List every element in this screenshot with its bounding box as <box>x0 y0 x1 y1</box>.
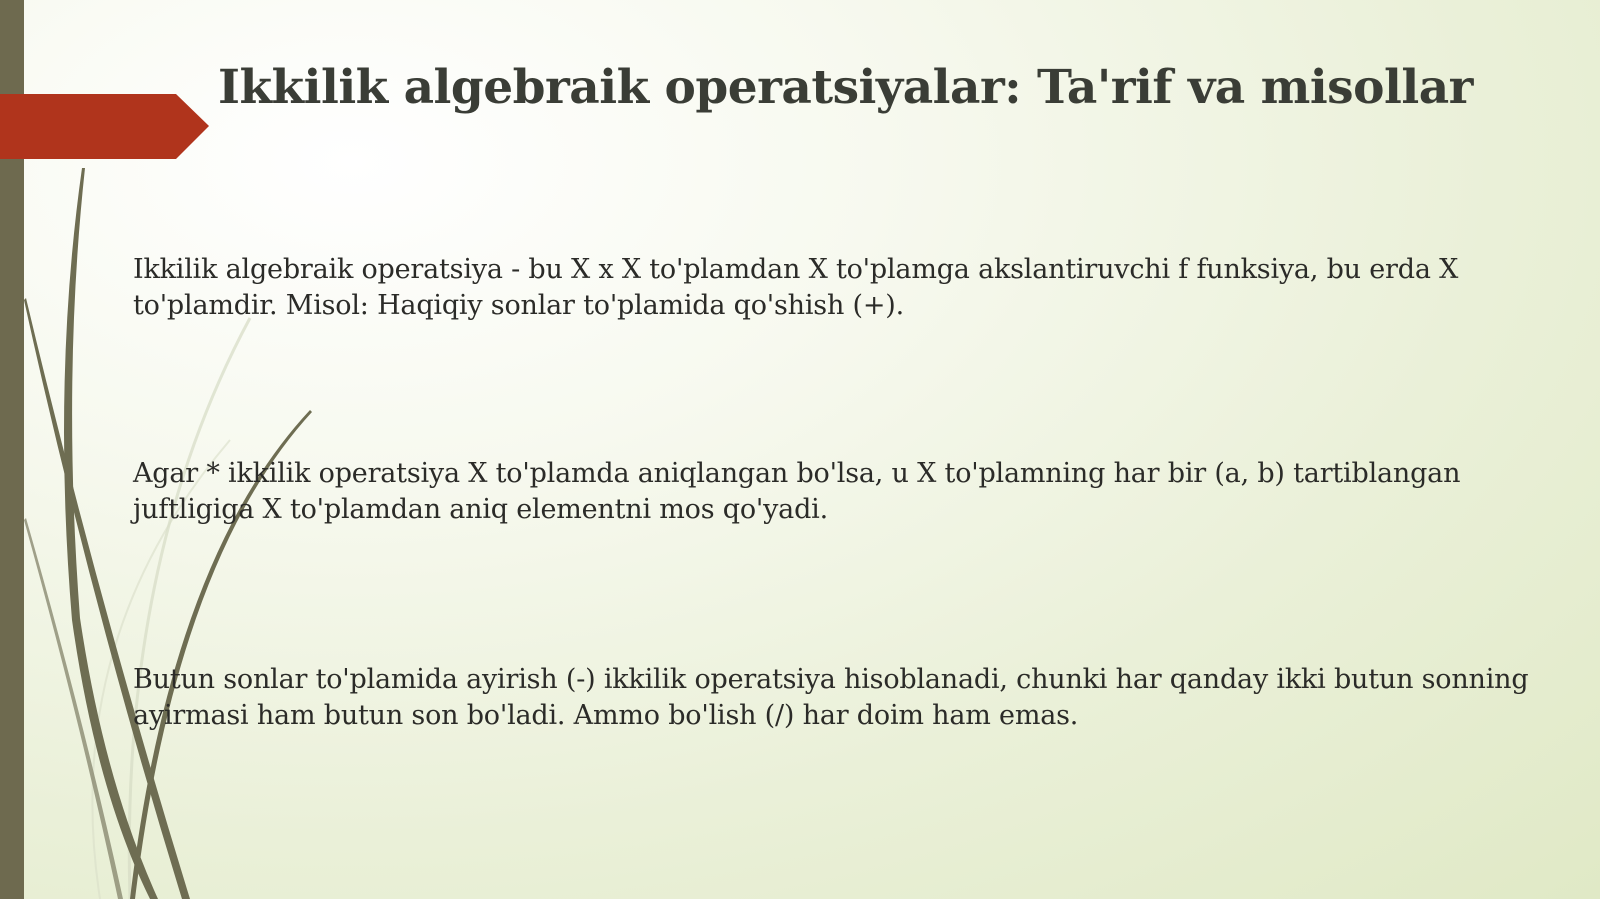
operation-paragraph: Agar * ikkilik operatsiya X to'plamda aniqlangan bo'lsa, u X to'plamning har bir (a, b) tartiblangan juftligiga X to'plamdan aniq elementni mos qo'yadi. <box>133 458 1461 525</box>
slide-title: Ikkilik algebraik operatsiyalar: Ta'rif va misollar <box>218 60 1473 115</box>
example-paragraph: Butun sonlar to'plamida ayirish (-) ikkilik operatsiya hisoblanadi, chunki har qanday ikki butun sonning ayirmasi ham butun son bo'ladi. Ammo bo'lish (/) har doim ham emas. <box>133 664 1529 731</box>
definition-paragraph: Ikkilik algebraik operatsiya - bu X x X to'plamdan X to'plamga akslantiruvchi f funksiya, bu erda X to'plamdir. Misol: Haqiqiy sonlar to'plamida qo'shish (+). <box>133 254 1459 321</box>
